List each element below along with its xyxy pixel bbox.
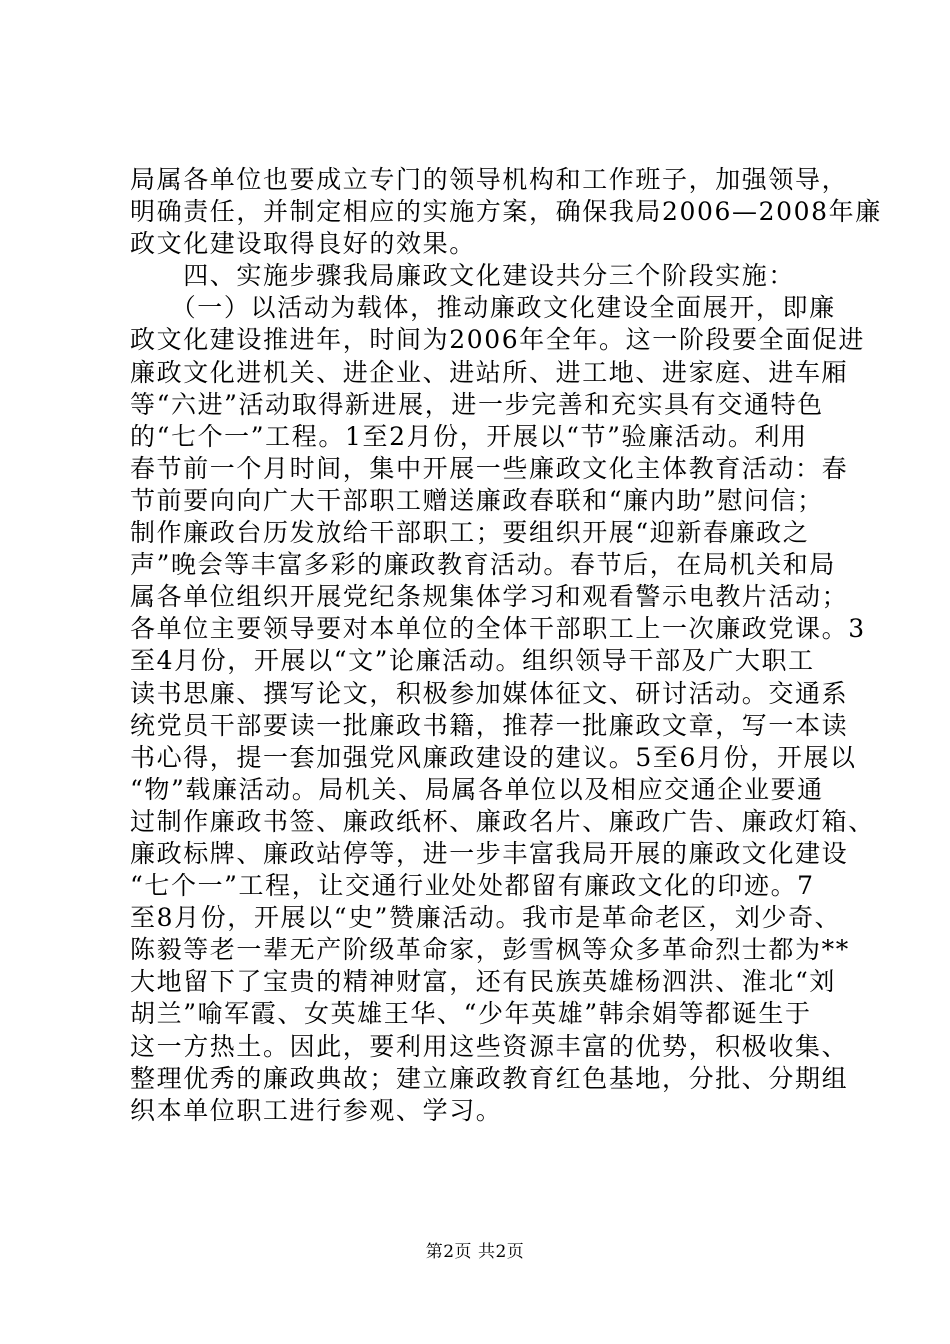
text-line: 织本单位职工进行参观、学习。 (130, 1095, 503, 1125)
text-line: 读书思廉、撰写论文，积极参加媒体征文、研讨活动。交通系 (130, 678, 849, 708)
text-line: 统党员干部要读一批廉政书籍，推荐一批廉政文章，写一本读 (130, 710, 849, 740)
text-line: 书心得，提一套加强党风廉政建设的建议。5至6月份，开展以 (130, 742, 857, 772)
text-line: 节前要向向广大干部职工赠送廉政春联和“廉内助”慰问信； (130, 485, 824, 515)
text-line: 局属各单位也要成立专门的领导机构和工作班子，加强领导， (130, 165, 849, 194)
text-line: 声”晚会等丰富多彩的廉政教育活动。春节后，在局机关和局 (130, 550, 836, 580)
text-line: 至4月份，开展以“文”论廉活动。组织领导干部及广大职工 (130, 646, 815, 676)
page-number: 第2页 共2页 (425, 1242, 525, 1262)
text-line: 的“七个一”工程。1至2月份，开展以“节”验廉活动。利用 (130, 421, 808, 451)
text-line: 这一方热土。因此，要利用这些资源丰富的优势，积极收集、 (130, 1031, 849, 1061)
section-heading: 四、实施步骤我局廉政文化建设共分三个阶段实施： (130, 261, 796, 291)
text-line: 春节前一个月时间，集中开展一些廉政文化主体教育活动：春 (130, 453, 849, 483)
text-line: 等“六进”活动取得新进展，进一步完善和充实具有交通特色 (130, 389, 824, 419)
text-line: （一）以活动为载体，推动廉政文化建设全面展开，即廉 (130, 293, 836, 323)
text-line: 过制作廉政书签、廉政纸杯、廉政名片、廉政广告、廉政灯箱、 (130, 806, 875, 836)
page-footer (0, 1241, 950, 1263)
text-line: 大地留下了宝贵的精神财富，还有民族英雄杨泗洪、淮北“刘 (130, 967, 836, 997)
text-line: 属各单位组织开展党纪条规集体学习和观看警示电教片活动； (130, 582, 849, 612)
text-line: 各单位主要领导要对本单位的全体干部职工上一次廉政党课。3 (130, 614, 866, 644)
body-text (130, 164, 882, 1127)
text-line: 廉政标牌、廉政站停等，进一步丰富我局开展的廉政文化建设 (130, 838, 849, 868)
text-line: 至8月份，开展以“史”赞廉活动。我市是革命老区，刘少奇、 (130, 903, 842, 933)
text-line: 陈毅等老一辈无产阶级革命家，彭雪枫等众多革命烈士都为** (130, 935, 850, 965)
text-line: 廉政文化进机关、进企业、进站所、进工地、进家庭、进车厢 (130, 357, 849, 387)
text-line: 政文化建设推进年，时间为2006年全年。这一阶段要全面促进 (130, 325, 866, 355)
text-line: 整理优秀的廉政典故；建立廉政教育红色基地，分批、分期组 (130, 1063, 849, 1093)
text-line: “七个一”工程，让交通行业处处都留有廉政文化的印迹。7 (130, 871, 815, 901)
text-line: 政文化建设取得良好的效果。 (130, 229, 476, 259)
text-line: 明确责任，并制定相应的实施方案，确保我局2006—2008年廉 (130, 197, 882, 227)
text-line: 胡兰”喻军霞、女英雄王华、“少年英雄”韩余娟等都诞生于 (130, 999, 812, 1029)
text-line: “物”载廉活动。局机关、局属各单位以及相应交通企业要通 (130, 774, 824, 804)
text-line: 制作廉政台历发放给干部职工；要组织开展“迎新春廉政之 (130, 518, 810, 548)
